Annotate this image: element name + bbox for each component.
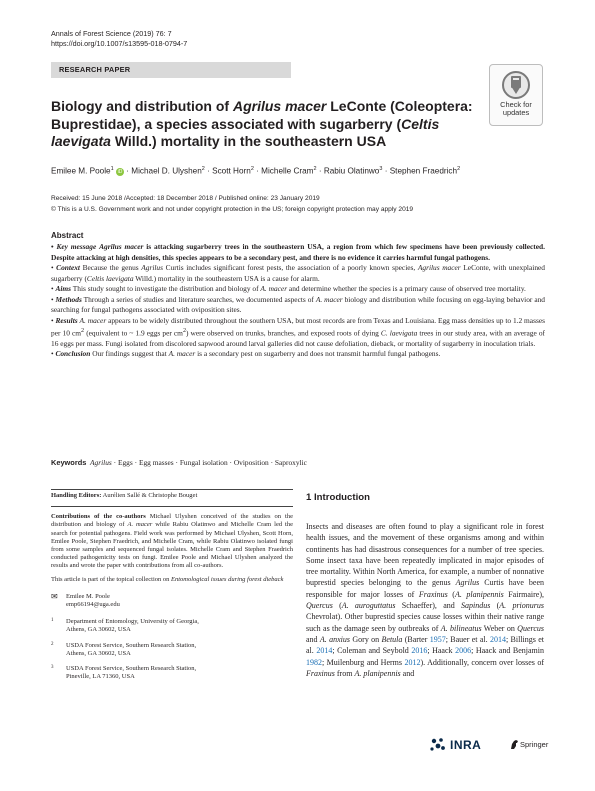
author-contributions: Contributions of the co-authors Michael Ulyshen conceived of the studies on the distribution and biology of A. macer while Rabiu Olatinwo and Michelle Cram led the search for potential pathogens. Field work was performed by Michael Ulyshen, Scott Horn, Emilee Poole, Stephen Fraedrich, and Michelle Cram, while Rabiu Olatinwo isolated fungi from some samples and sequenced fungal isolates. Michelle Cram and Stephen Fraedrich conducted pathogenicity tests on fungi. Emilee Poole and Michael Ulyshen analyzed the results and wrote the paper with contributions from all co-authors.	[51, 513, 294, 570]
citation-link[interactable]: 2014	[316, 646, 333, 656]
keyword: Agrilus	[90, 458, 112, 467]
divider	[51, 489, 293, 490]
citation-link[interactable]: 2016	[411, 646, 428, 656]
article-type-label: RESEARCH PAPER	[59, 65, 131, 74]
envelope-icon: ✉	[51, 591, 58, 601]
author-name[interactable]: Stephen Fraedrich	[389, 166, 458, 176]
author-name[interactable]: Michael D. Ulyshen	[131, 166, 202, 176]
keyword: Oviposition	[233, 458, 269, 467]
keyword: Egg masses	[138, 458, 174, 467]
inra-logo	[428, 734, 508, 756]
inra-emblem-icon	[428, 735, 448, 755]
citation-link[interactable]: 1957	[429, 634, 446, 644]
orcid-icon[interactable]: iD	[117, 168, 123, 175]
publication-history: Received: 15 June 2018 /Accepted: 18 December 2018 / Published online: 23 January 2019	[51, 195, 320, 202]
springer-logo-text: Springer	[520, 740, 549, 749]
abstract-results: • Results A. macer appears to be widely distributed throughout the southern USA, but most records are from Texas and Louisiana. Egg mass densities up to 1.2 masses per 10 $cm^2$ (equivalent to ~ 1.9 eggs per $cm^2$) were observed on trunks, branches, and exposed roots of dying C. laevigata trees in our study area, with an average of 16 eggs per mass. Fungi isolated from discolored sapwood around larval galleries did not cause defoliation, dieback, or mortality of sugarberry in inoculation trials.	[51, 315, 546, 348]
citation-link[interactable]: 2014	[489, 634, 506, 644]
affiliation: 2 USDA Forest Service, Southern Research Station, Athens, GA 30602, USA	[51, 641, 197, 657]
journal-citation: Annals of Forest Science (2019) 76: 7	[51, 29, 172, 38]
abstract-conclusion: • Conclusion Our findings suggest that A. macer is a secondary pest on sugarberry and does not transmit harmful fungal pathogens.	[51, 349, 441, 359]
corresponding-author-name: Emilee M. Poole	[66, 592, 110, 600]
section-heading-introduction: 1 Introduction	[306, 492, 370, 503]
keywords-label: Keywords	[51, 458, 87, 467]
affiliation: 3 USDA Forest Service, Southern Research Station, Pineville, LA 71360, USA	[51, 665, 197, 681]
topical-collection-note: This article is part of the topical collection on Entomological issues during forest dieback	[51, 575, 284, 583]
keywords: Keywords Agrilus · Eggs · Egg masses · Fungal isolation · Oviposition · Saproxylic	[51, 458, 307, 467]
corresponding-author-email[interactable]: emp66194@uga.edu	[66, 601, 120, 609]
keyword: Eggs	[117, 458, 133, 467]
doi-link[interactable]: https://doi.org/10.1007/s13595-018-0794-7	[51, 39, 188, 48]
topical-collection-link[interactable]: Entomological issues during forest dieback	[171, 575, 284, 583]
keyword: Fungal isolation	[179, 458, 228, 467]
affiliation: 1 Department of Entomology, University of Georgia, Athens, GA 30602, USA	[51, 618, 199, 634]
inra-logo-text: INRA	[450, 738, 482, 752]
journal-header	[51, 29, 187, 49]
citation-link[interactable]: 2006	[455, 646, 472, 656]
abstract-aims: • Aims This study sought to investigate the distribution and biology of A. macer and determine whether the species is a primary cause of observed tree mortality.	[51, 284, 526, 293]
author-list: Emilee M. Poole$^1$ iD · Michael D. Ulyshen$^2$ · Scott Horn$^2$ · Michelle Cram$^2$ · Rabiu Olatinwo$^3$ · Stephen Fraedrich$^2$	[51, 166, 461, 176]
article-notes-column	[51, 489, 293, 681]
introduction-text: Insects and diseases are often found to play a significant role in forest health issues, and the movement of these organisms among and within continents has had disastrous consequences for a number of tree species. Some insect taxa have been repeatedly implicated in major episodes of tree mortality. Within North America, for example, a number of nonnative buprestid species belonging to the genus Agrilus Curtis have been responsible for major losses of Fraxinus (A. planipennis Fairmaire), Quercus (A. auroguttatus Schaeffer), and Sapindus (A. prionurus Chevrolat). Other buprestid species cause losses within their native range such as the damage seen by outbreaks of A. bilineatus Weber on Quercus and A. anxius Gory on Betula (Barter 1957; Bauer et al. 2014; Billings et al. 2014; Coleman and Seybold 2016; Haack 2006; Haack and Benjamin 1982; Muilenburg and Herms 2012). Additionally, concern over losses of Fraxinus from A. planipennis and	[306, 522, 545, 678]
springer-logo	[510, 738, 552, 752]
citation-link[interactable]: 1982	[306, 657, 322, 667]
springer-horse-icon	[510, 739, 519, 750]
crossmark-icon	[501, 70, 531, 100]
corresponding-author	[51, 593, 293, 609]
author-name[interactable]: Emilee M. Poole	[51, 166, 111, 176]
abstract-methods: • Methods Through a series of studies and literature searches, we documented aspects of A. macer biology and distribution while focusing on egg-laying behavior and searching for fungal pathogens associated with oviposition sites.	[51, 294, 545, 314]
check-for-updates-label: Check for updates	[500, 100, 532, 118]
check-for-updates-badge[interactable]	[489, 64, 543, 126]
citation-link[interactable]: 2012	[404, 657, 421, 667]
author-name[interactable]: Michelle Cram	[261, 166, 314, 176]
article-type-banner	[51, 62, 291, 78]
divider	[51, 506, 293, 507]
author-name[interactable]: Rabiu Olatinwo	[323, 166, 380, 176]
publication-dates	[51, 194, 413, 215]
author-name[interactable]: Scott Horn	[212, 166, 251, 176]
keyword: Saproxylic	[274, 458, 307, 467]
abstract-heading: Abstract	[51, 231, 84, 240]
handling-editors: Handling Editors: Aurélien Sallé & Christophe Bouget	[51, 492, 198, 499]
abstract-key-message: • Key message Agrilus macer is attacking sugarberry trees in the southeastern USA, a region from which few specimens have been previously collected. Despite attacking at high densities, this species appears to be a secondary pest, and there is no evidence it carries harmful fungal pathogens.	[51, 242, 546, 262]
publisher-logos	[428, 732, 548, 760]
copyright-notice: © This is a U.S. Government work and not under copyright protection in the US; foreign copyright protection may apply 2019	[51, 205, 414, 213]
copyright-icon: ©	[51, 205, 56, 213]
abstract-context: • Context Because the genus Agrilus Curtis includes significant forest pests, the association of a poorly known species, Agrilus macer LeConte, with unexplained sugarberry (Celtis laevigata Willd.) mortality in the southeastern USA is a cause for alarm.	[51, 263, 545, 283]
abstract	[51, 231, 545, 360]
article-title: Biology and distribution of Agrilus macer LeConte (Coleoptera: Buprestidae), a species associated with sugarberry (Celtis laevigata Willd.) mortality in the southeastern USA	[51, 98, 473, 149]
